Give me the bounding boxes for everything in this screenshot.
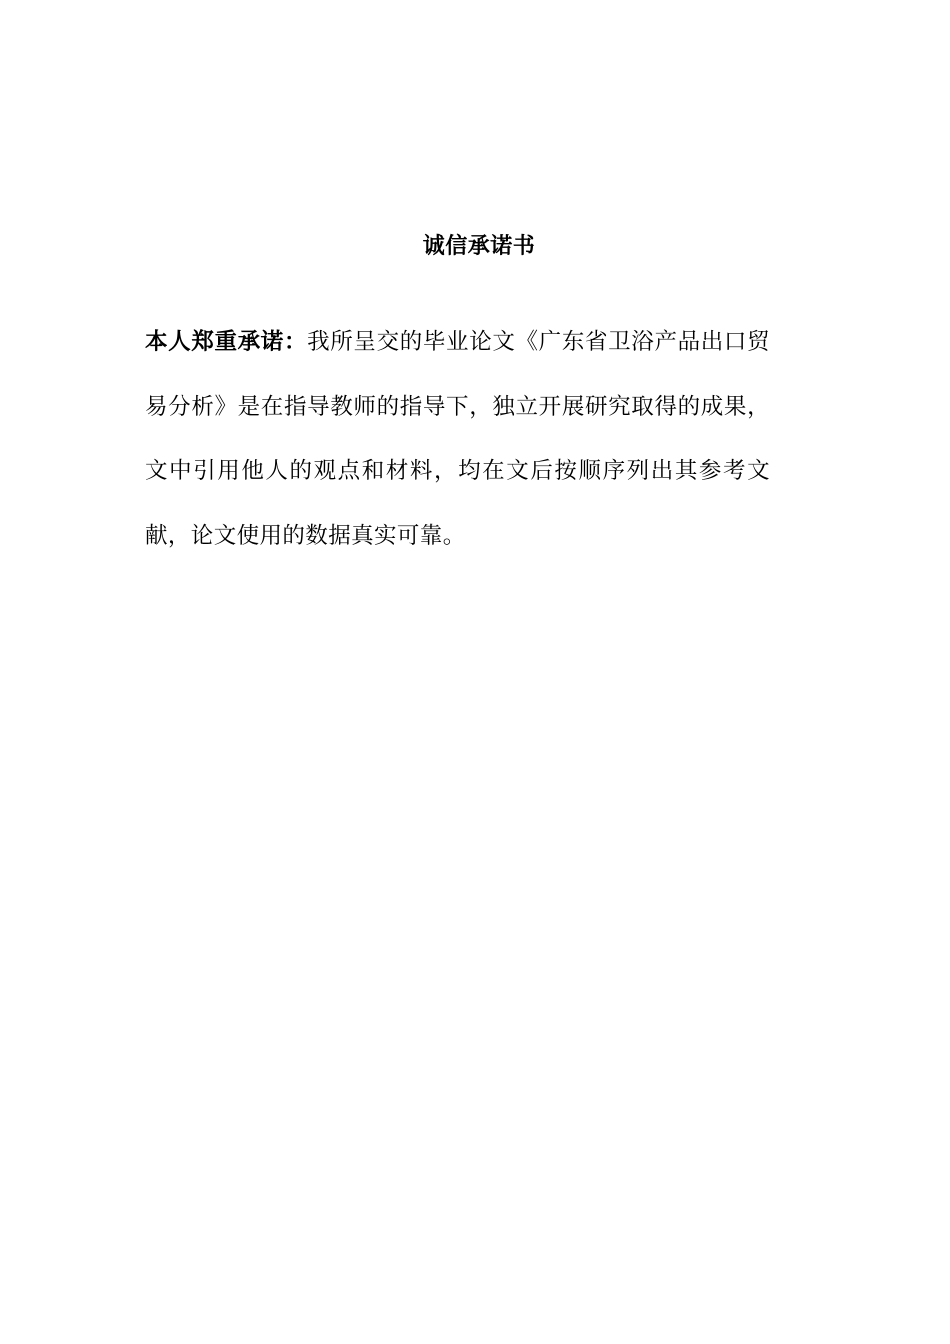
page-title: 诚信承诺书 (422, 233, 536, 259)
integrity-statement (145, 310, 770, 568)
statement-body: 我所呈交的毕业论文《广东省卫浴产品出口贸易分析》是在指导教师的指导下，独立开展研究取得的成果，文中引用他人的观点和材料，均在文后按顺序列出其参考文献，论文使用的数据真实可靠。 (145, 329, 770, 549)
statement-lead: 本人郑重承诺： (145, 329, 308, 355)
